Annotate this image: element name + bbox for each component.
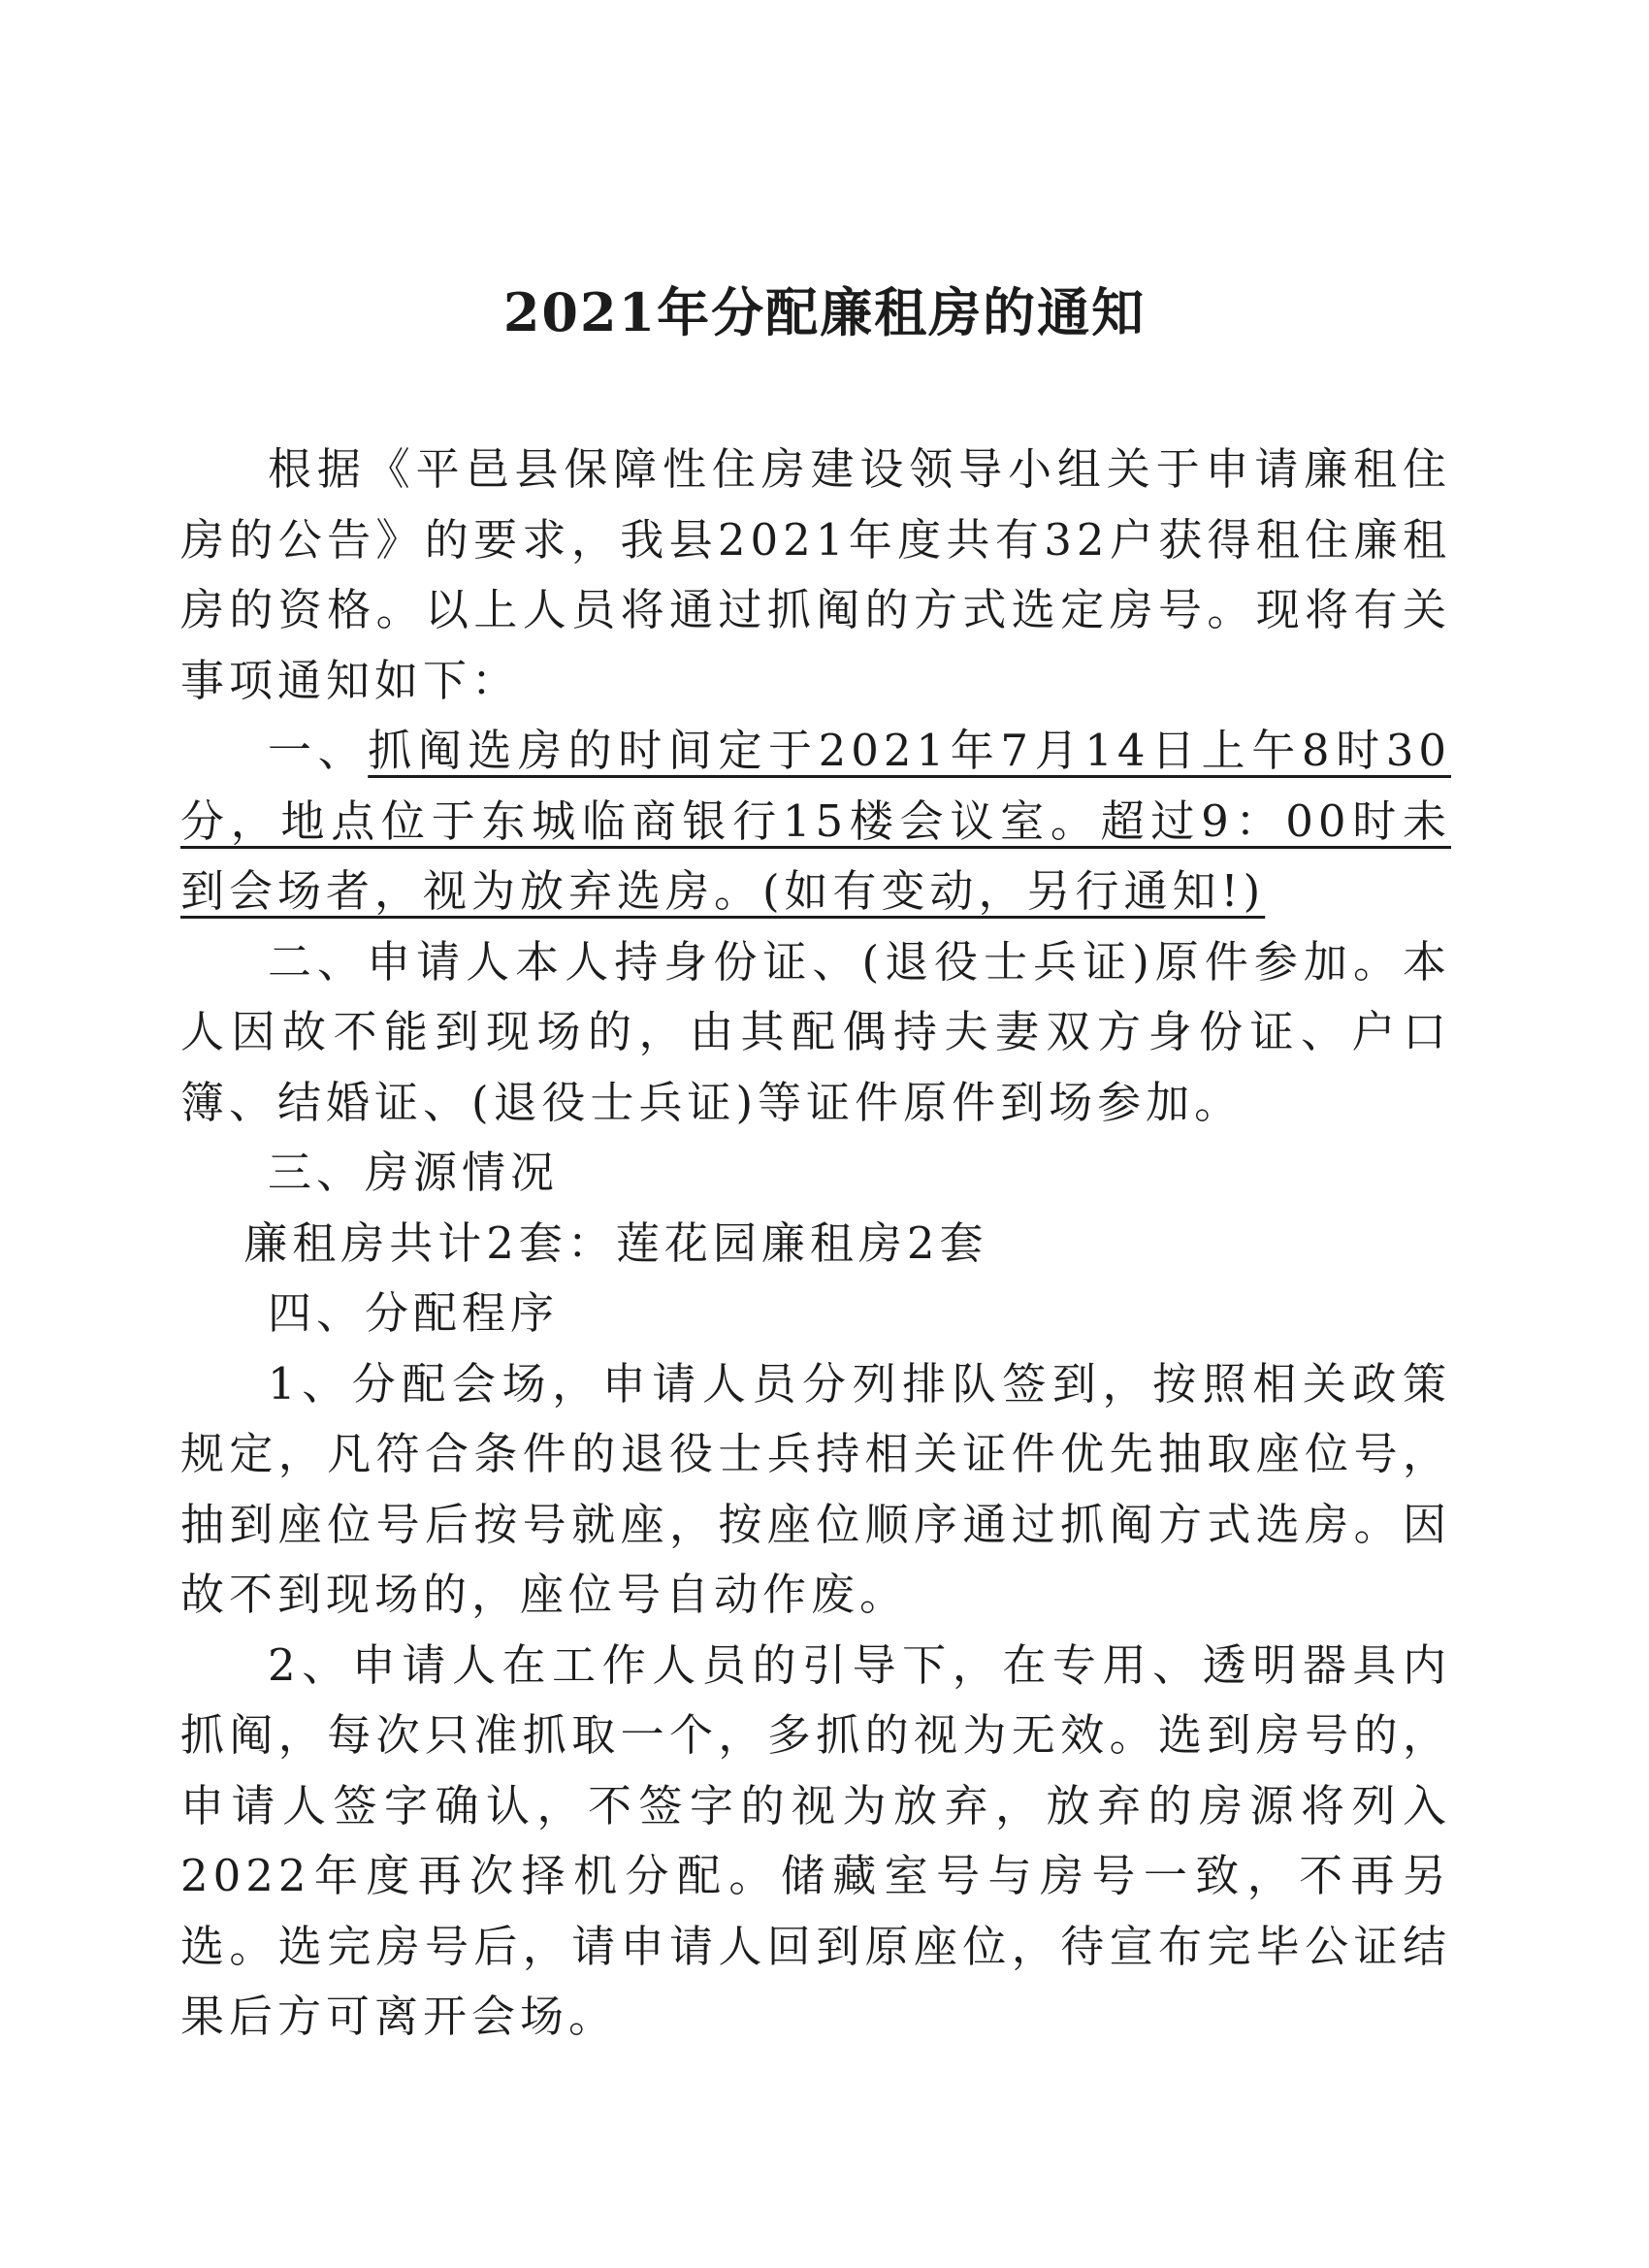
document-body xyxy=(180,435,1451,2053)
step-1-paragraph: 1、分配会场，申请人员分列排队签到，按照相关政策规定，凡符合条件的退役士兵持相关证件优先抽取座位号，抽到座位号后按号就座，按座位顺序通过抓阄方式选房。因故不到现场的，座位号自动作废。 xyxy=(180,1357,1451,1620)
step-2-paragraph: 2、申请人在工作人员的引导下，在专用、透明器具内抓阄，每次只准抓取一个，多抓的视为无效。选到房号的，申请人签字确认，不签字的视为放弃，放弃的房源将列入2022年度再次择机分配。储藏室号与房号一致，不再另选。选完房号后，请申请人回到原座位，待宣布完毕公证结果后方可离开会场。 xyxy=(180,1638,1451,2042)
item-1-number: 一、 xyxy=(268,725,369,776)
item-3-heading: 三、房源情况 xyxy=(268,1147,560,1198)
item-1-paragraph xyxy=(180,716,1451,927)
item-4-heading: 四、分配程序 xyxy=(268,1287,560,1339)
item-3-detail: 廉租房共计2套：莲花园廉租房2套 xyxy=(243,1216,988,1269)
document-title: 2021年分配廉租房的通知 xyxy=(502,281,1147,343)
intro-paragraph: 根据《平邑县保障性住房建设领导小组关于申请廉租住房的公告》的要求，我县2021年度共有32户获得租住廉租房的资格。以上人员将通过抓阄的方式选定房号。现将有关事项通知如下： xyxy=(180,443,1451,706)
item-1-underlined-text: 抓阄选房的时间定于2021年7月14日上午8时30分，地点位于东城临商银行15楼会议室。超过9：00时未到会场者，视为放弃选房。(如有变动，另行通知!) xyxy=(180,725,1451,917)
item-2-paragraph: 二、申请人本人持身份证、(退役士兵证)原件参加。本人因故不能到现场的，由其配偶持夫妻双方身份证、户口簿、结婚证、(退役士兵证)等证件原件到场参加。 xyxy=(180,935,1451,1128)
